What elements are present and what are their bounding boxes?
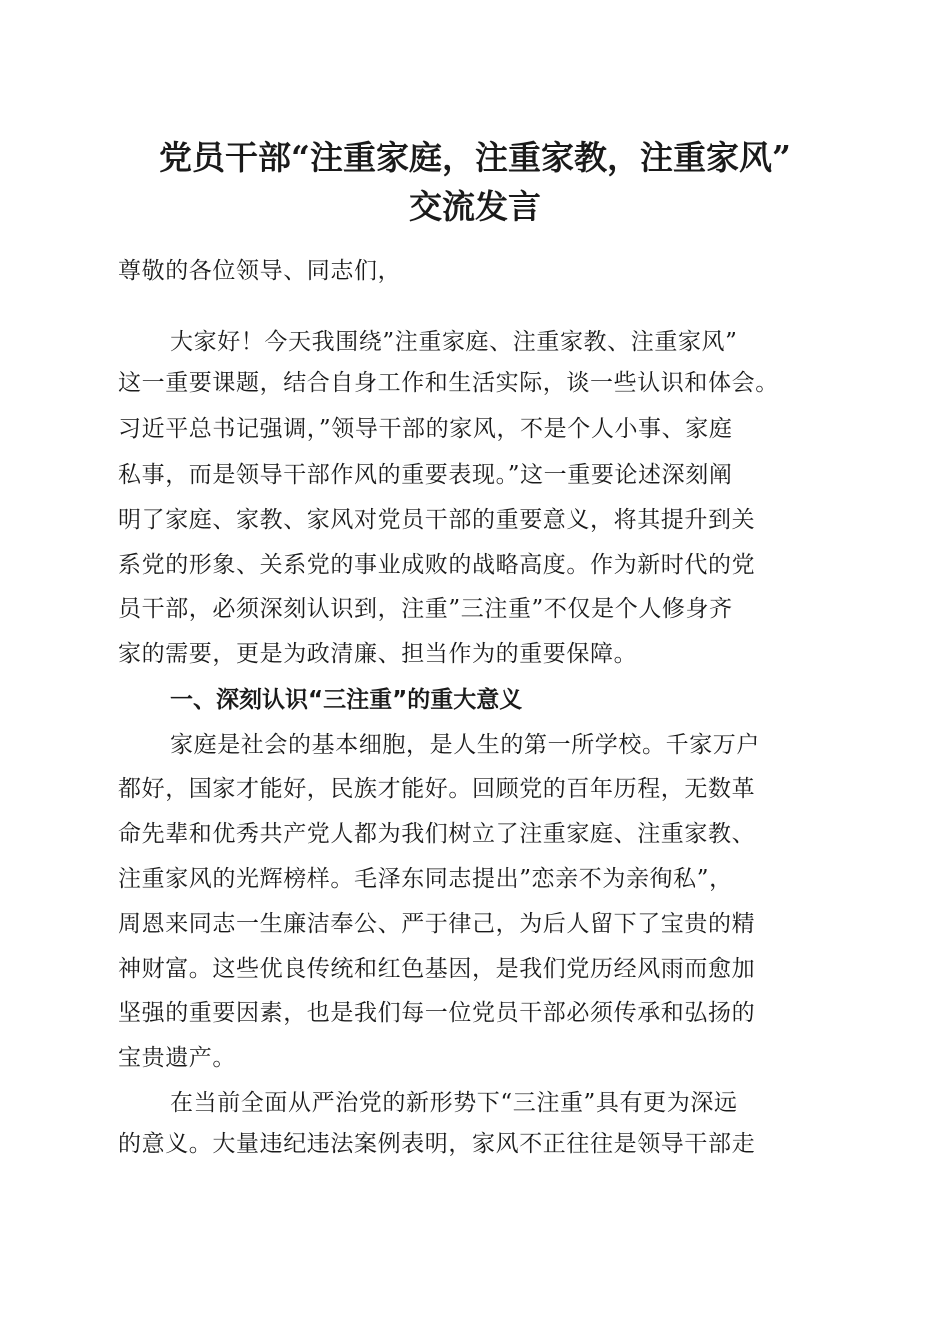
document-title-line-1: 党员干部“注重家庭，注重家教，注重家风” [159,138,791,177]
body-line: 宝贵遗产。 [118,1045,236,1071]
body-line: 系党的形象、关系党的事业成败的战略高度。作为新时代的党 [118,552,756,578]
document-title-line-2: 交流发言 [409,187,541,226]
body-line: 在当前全面从严治党的新形势下“三注重”具有更为深远 [170,1090,738,1116]
body-line: 命先辈和优秀共产党人都为我们树立了注重家庭、注重家教、 [118,821,756,847]
body-line: 习近平总书记强调，”领导干部的家风，不是个人小事、家庭 [118,416,733,442]
body-line: 家庭是社会的基本细胞，是人生的第一所学校。千家万户 [170,732,760,758]
body-line: 大家好！今天我围绕”注重家庭、注重家教、注重家风” [170,329,738,355]
body-line: 这一重要课题，结合自身工作和生活实际，谈一些认识和体会。 [118,370,779,396]
body-line: 的意义。大量违纪违法案例表明，家风不正往往是领导干部走 [118,1131,756,1157]
section-heading: 一、深刻认识“三注重”的重大意义 [170,687,523,713]
body-line: 都好，国家才能好，民族才能好。回顾党的百年历程，无数革 [118,776,756,802]
salutation: 尊敬的各位领导、同志们， [118,258,402,284]
body-line: 私事，而是领导干部作风的重要表现。”这一重要论述深刻阐 [118,462,733,488]
body-line: 神财富。这些优良传统和红色基因，是我们党历经风雨而愈加 [118,956,756,982]
body-line: 坚强的重要因素，也是我们每一位党员干部必须传承和弘扬的 [118,1000,756,1026]
body-line: 注重家风的光辉榜样。毛泽东同志提出”恋亲不为亲徇私”， [118,866,733,892]
body-line: 周恩来同志一生廉洁奉公、严于律己，为后人留下了宝贵的精 [118,911,756,937]
body-line: 明了家庭、家教、家风对党员干部的重要意义，将其提升到关 [118,507,756,533]
body-line: 家的需要，更是为政清廉、担当作为的重要保障。 [118,641,638,667]
body-line: 员干部，必须深刻认识到，注重”三注重”不仅是个人修身齐 [118,596,733,622]
